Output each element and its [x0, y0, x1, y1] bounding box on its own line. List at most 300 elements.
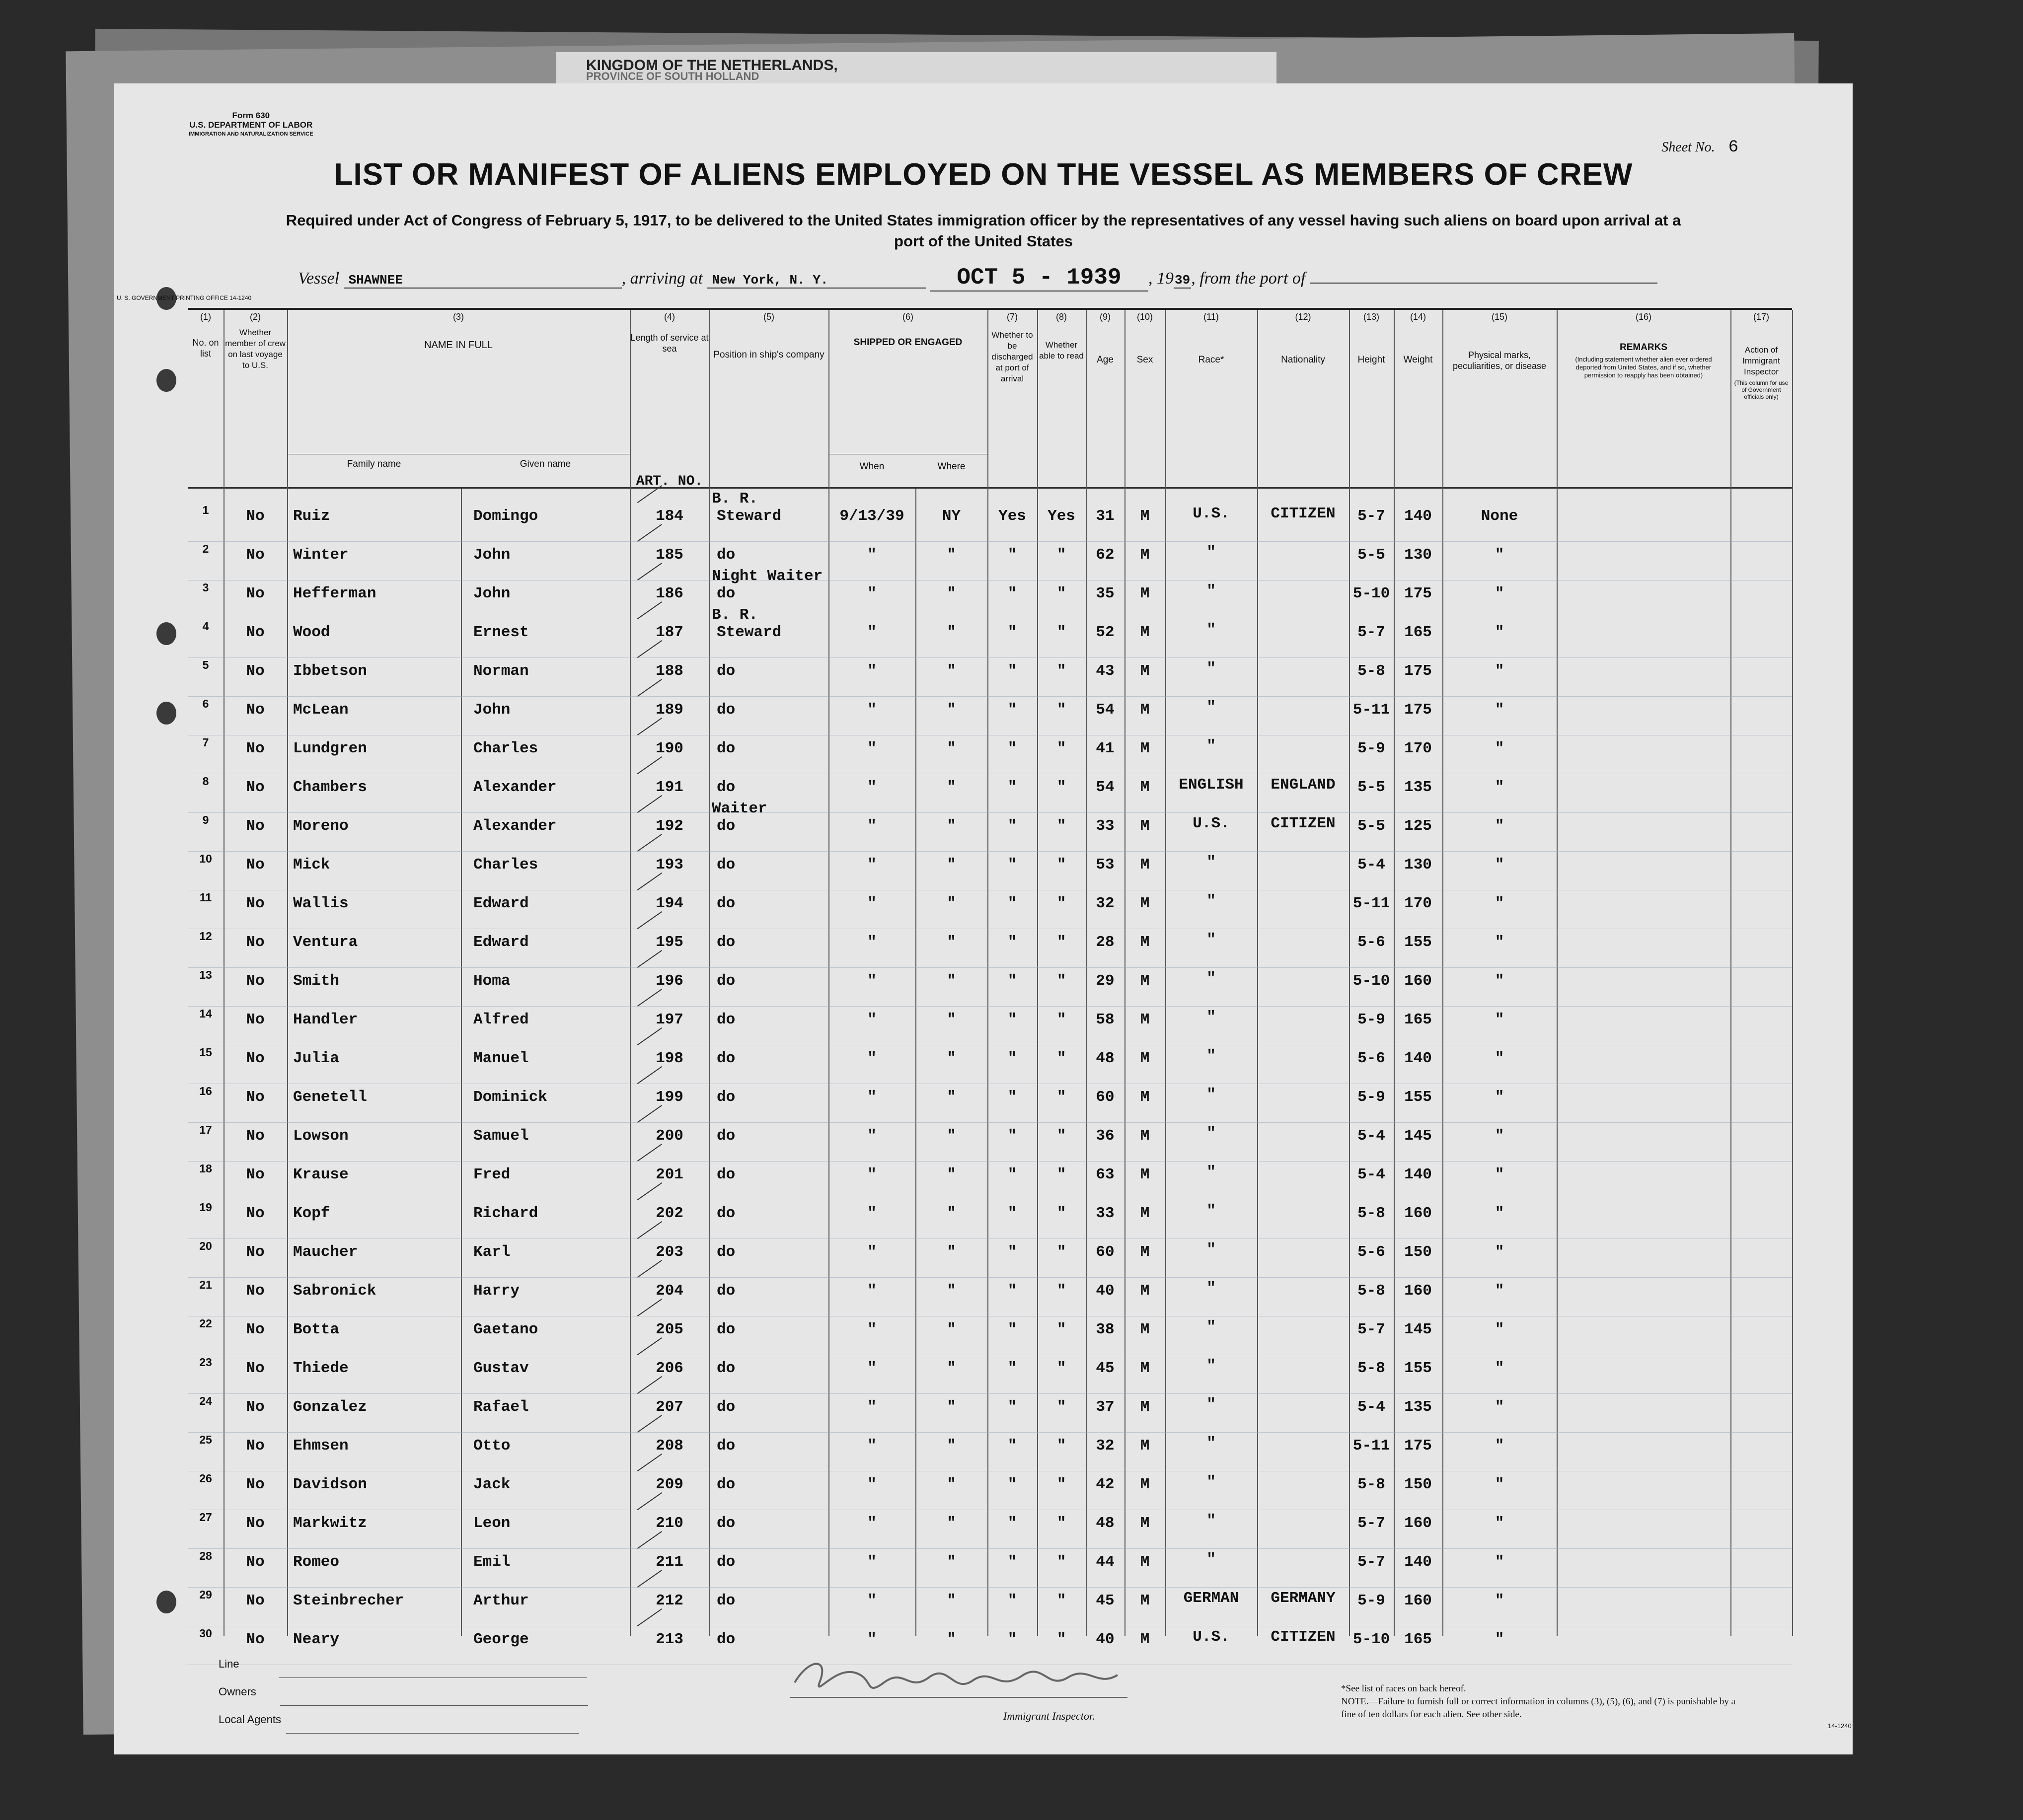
height-cell: 5-7: [1357, 624, 1385, 641]
row-rule: [188, 812, 1792, 813]
given-name-cell: Manuel: [473, 1050, 529, 1067]
column-number: (10): [1136, 312, 1153, 322]
age-cell: 32: [1096, 895, 1115, 912]
family-name-cell: Genetell: [293, 1089, 367, 1106]
column-number: (5): [763, 312, 774, 322]
discharged-cell: ": [1007, 1166, 1017, 1183]
position-cell: do: [717, 1592, 736, 1609]
given-name-cell: Gustav: [473, 1360, 529, 1377]
able-to-read-cell: ": [1056, 1127, 1066, 1145]
physical-marks-cell: ": [1495, 1592, 1504, 1609]
sex-cell: M: [1140, 1360, 1150, 1377]
discharged-cell: ": [1007, 701, 1017, 719]
weight-cell: 140: [1404, 1553, 1432, 1571]
shipped-where-cell: ": [947, 1553, 956, 1571]
weight-cell: 140: [1404, 1166, 1432, 1183]
discharged-cell: ": [1007, 1360, 1017, 1377]
row-number: 17: [199, 1123, 212, 1136]
punch-hole: [156, 369, 176, 392]
sex-cell: M: [1140, 779, 1150, 796]
able-to-read-cell: ": [1056, 1631, 1066, 1648]
row-number: 19: [199, 1201, 212, 1214]
column-number: (1): [200, 312, 211, 322]
family-name-cell: Krause: [293, 1166, 349, 1183]
position-cell: do: [717, 779, 736, 796]
position-cell: do: [717, 585, 736, 602]
position-cell: do: [717, 1437, 736, 1455]
row-rule: [188, 1432, 1792, 1433]
prev-crew-cell: No: [246, 624, 265, 641]
race-cell: ": [1206, 1009, 1216, 1026]
discharged-cell: ": [1007, 895, 1017, 912]
row-number: 3: [202, 581, 209, 594]
column-number: (9): [1100, 312, 1111, 322]
position-cell: do: [717, 856, 736, 874]
shipped-when-cell: ": [867, 1476, 877, 1493]
given-name-cell: Dominick: [473, 1089, 547, 1106]
weight-cell: 155: [1404, 934, 1432, 951]
age-cell: 58: [1096, 1011, 1115, 1028]
discharged-cell: ": [1007, 817, 1017, 835]
sex-cell: M: [1140, 1243, 1150, 1261]
sex-cell: M: [1140, 508, 1150, 525]
penalty-note: NOTE.—Failure to furnish full or correct information in columns (3), (5), (6), and (7) is punishable by a fine of ten dollars for each alien. See other side.: [1341, 1696, 1736, 1720]
shipped-where-cell: ": [947, 1360, 956, 1377]
art-tick-mark: [637, 1260, 662, 1278]
position-cell: do: [717, 1011, 736, 1028]
able-to-read-cell: ": [1056, 585, 1066, 602]
family-name-cell: Winter: [293, 546, 349, 564]
prev-crew-cell: No: [246, 1089, 265, 1106]
vessel-label: Vessel: [298, 269, 340, 288]
weight-cell: 165: [1404, 624, 1432, 641]
prev-crew-cell: No: [246, 934, 265, 951]
position-cell: do: [717, 1243, 736, 1261]
physical-marks-cell: ": [1495, 1243, 1504, 1261]
shipped-when-cell: ": [867, 1515, 877, 1532]
row-number: 22: [199, 1317, 212, 1330]
physical-marks-cell: ": [1495, 934, 1504, 951]
art-no-cell: 188: [656, 662, 683, 680]
weight-cell: 130: [1404, 546, 1432, 564]
column-number: (17): [1753, 312, 1769, 322]
race-cell: U.S.: [1193, 505, 1230, 522]
weight-cell: 160: [1404, 1205, 1432, 1222]
art-no-cell: 201: [656, 1166, 683, 1183]
art-no-cell: 191: [656, 779, 683, 796]
discharged-cell: ": [1007, 1631, 1017, 1648]
able-to-read-cell: Yes: [1048, 508, 1075, 525]
age-cell: 52: [1096, 624, 1115, 641]
position-note-cell: Night Waiter: [712, 568, 823, 585]
discharged-cell: ": [1007, 1243, 1017, 1261]
column-number: (11): [1203, 312, 1219, 322]
shipped-where-cell: ": [947, 1321, 956, 1338]
punch-hole: [156, 702, 176, 725]
physical-marks-cell: ": [1495, 895, 1504, 912]
shipped-where-cell: ": [947, 1631, 956, 1648]
weight-cell: 150: [1404, 1243, 1432, 1261]
discharged-cell: ": [1007, 1553, 1017, 1571]
row-number: 1: [202, 504, 209, 516]
race-cell: ": [1206, 1357, 1216, 1375]
column-number: (13): [1363, 312, 1379, 322]
family-name-cell: Steinbrecher: [293, 1592, 404, 1609]
family-name-cell: Ehmsen: [293, 1437, 349, 1455]
family-name-cell: Maucher: [293, 1243, 358, 1261]
given-name-cell: Alexander: [473, 779, 557, 796]
column-heading-weight: Weight: [1403, 355, 1433, 365]
row-number: 16: [199, 1085, 212, 1097]
discharged-cell: ": [1007, 1398, 1017, 1416]
art-tick-mark: [637, 1182, 662, 1200]
position-note-cell: B. R.: [712, 490, 758, 508]
shipped-where-cell: ": [947, 1437, 956, 1455]
age-cell: 43: [1096, 662, 1115, 680]
given-name-cell: Otto: [473, 1437, 511, 1455]
race-cell: ": [1206, 1047, 1216, 1065]
sex-cell: M: [1140, 1050, 1150, 1067]
prev-crew-cell: No: [246, 1321, 265, 1338]
weight-cell: 155: [1404, 1360, 1432, 1377]
height-cell: 5-7: [1357, 1553, 1385, 1571]
shipped-where-cell: ": [947, 972, 956, 990]
family-name-cell: Neary: [293, 1631, 340, 1648]
overlapping-certificate-strip: [556, 52, 1276, 87]
art-no-cell: 200: [656, 1127, 683, 1145]
sex-cell: M: [1140, 1321, 1150, 1338]
given-name-cell: Charles: [473, 740, 538, 757]
physical-marks-cell: ": [1495, 1166, 1504, 1183]
sex-cell: M: [1140, 701, 1150, 719]
race-cell: GERMAN: [1183, 1590, 1239, 1607]
shipped-when-cell: ": [867, 1127, 877, 1145]
art-no-cell: 210: [656, 1515, 683, 1532]
age-cell: 63: [1096, 1166, 1115, 1183]
column-heading-race: Race*: [1198, 355, 1224, 365]
art-no-cell: 197: [656, 1011, 683, 1028]
row-number: 29: [199, 1588, 212, 1601]
race-cell: ": [1206, 1396, 1216, 1413]
shipped-when-cell: ": [867, 1205, 877, 1222]
discharged-cell: ": [1007, 856, 1017, 874]
physical-marks-cell: ": [1495, 546, 1504, 564]
shipped-when-cell: ": [867, 585, 877, 602]
race-cell: ENGLISH: [1179, 776, 1244, 794]
prev-crew-cell: No: [246, 1515, 265, 1532]
weight-cell: 170: [1404, 740, 1432, 757]
year-value: 39: [1175, 273, 1191, 288]
art-no-cell: 208: [656, 1437, 683, 1455]
discharged-cell: ": [1007, 585, 1017, 602]
family-name-cell: Handler: [293, 1011, 358, 1028]
physical-marks-cell: ": [1495, 662, 1504, 680]
sex-cell: M: [1140, 1398, 1150, 1416]
shipped-where-cell: ": [947, 1592, 956, 1609]
age-cell: 44: [1096, 1553, 1115, 1571]
discharged-cell: Yes: [998, 508, 1026, 525]
family-name-cell: Romeo: [293, 1553, 340, 1571]
race-cell: ": [1206, 1164, 1216, 1181]
arriving-port: New York, N. Y.: [707, 273, 926, 289]
weight-cell: 145: [1404, 1321, 1432, 1338]
shipped-where-cell: ": [947, 934, 956, 951]
year-prefix: , 19: [1148, 269, 1174, 288]
art-no-cell: 211: [656, 1553, 683, 1571]
given-name-cell: Arthur: [473, 1592, 529, 1609]
discharged-cell: ": [1007, 1592, 1017, 1609]
age-cell: 45: [1096, 1592, 1115, 1609]
discharged-cell: ": [1007, 1437, 1017, 1455]
owners-label: Owners: [219, 1685, 256, 1698]
prev-crew-cell: No: [246, 972, 265, 990]
shipped-where-cell: ": [947, 1089, 956, 1106]
given-name-cell: John: [473, 585, 511, 602]
shipped-where-cell: ": [947, 1243, 956, 1261]
height-cell: 5-5: [1357, 546, 1385, 564]
height-cell: 5-8: [1357, 1476, 1385, 1493]
position-cell: do: [717, 546, 736, 564]
art-no-cell: 184: [656, 508, 683, 525]
shipped-when-cell: ": [867, 1398, 877, 1416]
discharged-cell: ": [1007, 1127, 1017, 1145]
shipped-when-cell: ": [867, 1321, 877, 1338]
column-number: (7): [1007, 312, 1018, 322]
certificate-line-2: PROVINCE OF SOUTH HOLLAND: [586, 70, 759, 82]
given-name-cell: Samuel: [473, 1127, 529, 1145]
discharged-cell: ": [1007, 1321, 1017, 1338]
row-number: 21: [199, 1278, 212, 1291]
race-cell: ": [1206, 699, 1216, 716]
art-tick-mark: [637, 795, 662, 813]
discharged-cell: ": [1007, 1205, 1017, 1222]
physical-marks-cell: ": [1495, 1205, 1504, 1222]
race-cell: ": [1206, 1086, 1216, 1103]
family-name-cell: Lundgren: [293, 740, 367, 757]
column-divider: [1730, 310, 1731, 1636]
age-cell: 45: [1096, 1360, 1115, 1377]
family-name-cell: Hefferman: [293, 585, 376, 602]
given-name-cell: Richard: [473, 1205, 538, 1222]
discharged-cell: ": [1007, 1476, 1017, 1493]
weight-cell: 135: [1404, 1398, 1432, 1416]
sheet-number-value: 6: [1728, 138, 1738, 157]
family-name-cell: Mick: [293, 856, 330, 874]
able-to-read-cell: ": [1056, 1089, 1066, 1106]
shipped-when-cell: ": [867, 1011, 877, 1028]
age-cell: 38: [1096, 1321, 1115, 1338]
from-port-label: , from the port of: [1191, 269, 1306, 288]
art-tick-mark: [637, 601, 662, 619]
column-heading-given: Given name: [520, 459, 571, 469]
height-cell: 5-4: [1357, 856, 1385, 874]
weight-cell: 175: [1404, 662, 1432, 680]
age-cell: 28: [1096, 934, 1115, 951]
prev-crew-cell: No: [246, 508, 265, 525]
manifest-sheet: [114, 83, 1853, 1754]
shipped-when-cell: ": [867, 1243, 877, 1261]
family-name-cell: Ibbetson: [293, 662, 367, 680]
race-cell: ": [1206, 1280, 1216, 1297]
physical-marks-cell: ": [1495, 1631, 1504, 1648]
row-rule: [188, 851, 1792, 852]
weight-cell: 175: [1404, 585, 1432, 602]
position-cell: do: [717, 1515, 736, 1532]
discharged-cell: ": [1007, 934, 1017, 951]
able-to-read-cell: ": [1056, 701, 1066, 719]
discharged-cell: ": [1007, 1282, 1017, 1300]
discharged-cell: ": [1007, 740, 1017, 757]
position-cell: do: [717, 1398, 736, 1416]
column-heading-prev-crew: Whether member of crew on last voyage to U.S.: [225, 328, 286, 370]
prev-crew-cell: No: [246, 1282, 265, 1300]
race-cell: ": [1206, 1125, 1216, 1142]
row-rule: [188, 1548, 1792, 1549]
able-to-read-cell: ": [1056, 1011, 1066, 1028]
sex-cell: M: [1140, 1127, 1150, 1145]
art-no-cell: 206: [656, 1360, 683, 1377]
punch-hole: [156, 1591, 176, 1613]
discharged-cell: ": [1007, 624, 1017, 641]
position-cell: do: [717, 972, 736, 990]
nationality-cell: CITIZEN: [1271, 1628, 1336, 1646]
sex-cell: M: [1140, 662, 1150, 680]
position-cell: do: [717, 1553, 736, 1571]
race-cell: ": [1206, 1473, 1216, 1491]
physical-marks-cell: ": [1495, 972, 1504, 990]
age-cell: 60: [1096, 1243, 1115, 1261]
physical-marks-cell: ": [1495, 817, 1504, 835]
column-heading-age: Age: [1097, 355, 1114, 365]
given-name-cell: Emil: [473, 1553, 511, 1571]
physical-marks-cell: ": [1495, 1476, 1504, 1493]
discharged-cell: ": [1007, 1089, 1017, 1106]
discharged-cell: ": [1007, 546, 1017, 564]
age-cell: 31: [1096, 508, 1115, 525]
form-number: Form 630: [232, 111, 270, 120]
row-number: 9: [202, 813, 209, 826]
weight-cell: 145: [1404, 1127, 1432, 1145]
able-to-read-cell: ": [1056, 1166, 1066, 1183]
row-rule: [188, 1238, 1792, 1239]
row-rule: [188, 580, 1792, 581]
column-heading-where: Where: [937, 461, 966, 472]
age-cell: 40: [1096, 1631, 1115, 1648]
race-cell: ": [1206, 931, 1216, 948]
art-no-cell: 204: [656, 1282, 683, 1300]
age-cell: 48: [1096, 1515, 1115, 1532]
art-no-cell: 198: [656, 1050, 683, 1067]
row-number: 23: [199, 1356, 212, 1369]
height-cell: 5-7: [1357, 1321, 1385, 1338]
able-to-read-cell: ": [1056, 1243, 1066, 1261]
physical-marks-cell: ": [1495, 1553, 1504, 1571]
position-cell: do: [717, 1166, 736, 1183]
shipped-where-cell: ": [947, 1205, 956, 1222]
vessel-line: [298, 265, 1689, 291]
height-cell: 5-8: [1357, 1360, 1385, 1377]
footer-fields: [219, 1650, 588, 1734]
print-office: U. S. GOVERNMENT PRINTING OFFICE 14-1240: [117, 294, 252, 301]
nationality-cell: ENGLAND: [1271, 776, 1336, 794]
age-cell: 35: [1096, 585, 1115, 602]
physical-marks-cell: ": [1495, 856, 1504, 874]
shipped-where-cell: ": [947, 779, 956, 796]
weight-cell: 175: [1404, 1437, 1432, 1455]
art-tick-mark: [637, 873, 662, 890]
art-tick-mark: [637, 1105, 662, 1123]
row-number: 14: [199, 1007, 212, 1020]
row-number: 26: [199, 1472, 212, 1485]
height-cell: 5-9: [1357, 1011, 1385, 1028]
shipped-when-cell: ": [867, 1050, 877, 1067]
art-no-cell: 195: [656, 934, 683, 951]
shipped-where-cell: ": [947, 1282, 956, 1300]
position-cell: do: [717, 1127, 736, 1145]
art-tick-mark: [637, 1492, 662, 1510]
column-heading-read: Whether able to read: [1039, 340, 1084, 361]
physical-marks-cell: ": [1495, 740, 1504, 757]
shipped-when-cell: ": [867, 895, 877, 912]
weight-cell: 160: [1404, 1515, 1432, 1532]
prev-crew-cell: No: [246, 662, 265, 680]
age-cell: 54: [1096, 779, 1115, 796]
given-name-cell: George: [473, 1631, 529, 1648]
row-number: 27: [199, 1511, 212, 1524]
sex-cell: M: [1140, 1011, 1150, 1028]
shipped-when-cell: ": [867, 934, 877, 951]
height-cell: 5-7: [1357, 508, 1385, 525]
column-heading-discharged: Whether to be discharged at port of arrival: [991, 330, 1033, 383]
sex-cell: M: [1140, 585, 1150, 602]
height-cell: 5-7: [1357, 1515, 1385, 1532]
column-heading-height: Height: [1357, 355, 1385, 365]
weight-cell: 165: [1404, 1011, 1432, 1028]
height-cell: 5-9: [1357, 740, 1385, 757]
prev-crew-cell: No: [246, 1243, 265, 1261]
art-tick-mark: [637, 756, 662, 774]
art-tick-mark: [637, 640, 662, 658]
art-no-cell: 185: [656, 546, 683, 564]
art-tick-mark: [637, 1299, 662, 1316]
given-name-cell: John: [473, 546, 511, 564]
race-cell: ": [1206, 1512, 1216, 1529]
department: U.S. DEPARTMENT OF LABOR: [189, 120, 313, 130]
column-number: (2): [250, 312, 261, 322]
column-heading-family: Family name: [347, 459, 401, 469]
prev-crew-cell: No: [246, 740, 265, 757]
row-rule: [188, 1587, 1792, 1588]
given-name-cell: Gaetano: [473, 1321, 538, 1338]
physical-marks-cell: ": [1495, 624, 1504, 641]
given-name-cell: Homa: [473, 972, 511, 990]
able-to-read-cell: ": [1056, 546, 1066, 564]
shipped-when-cell: ": [867, 546, 877, 564]
given-name-cell: Edward: [473, 895, 529, 912]
art-tick-mark: [637, 1531, 662, 1549]
prev-crew-cell: No: [246, 1437, 265, 1455]
column-heading-no: No. on list: [192, 338, 219, 359]
shipped-when-cell: 9/13/39: [839, 508, 904, 525]
shipped-where-cell: ": [947, 624, 956, 641]
position-cell: do: [717, 1050, 736, 1067]
weight-cell: 140: [1404, 1050, 1432, 1067]
shipped-when-cell: ": [867, 662, 877, 680]
age-cell: 54: [1096, 701, 1115, 719]
row-number: 5: [202, 658, 209, 671]
column-heading-nationality: Nationality: [1281, 355, 1325, 365]
prev-crew-cell: No: [246, 779, 265, 796]
